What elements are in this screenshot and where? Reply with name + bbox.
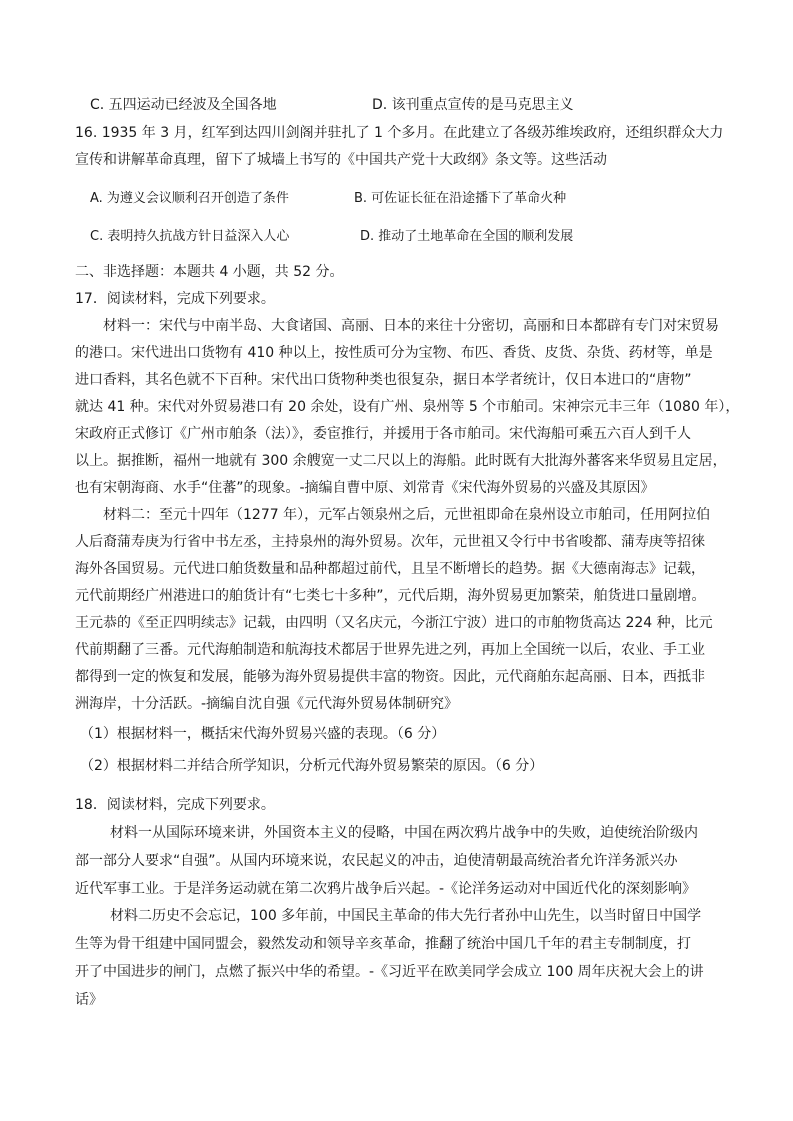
q17-heading: 17．阅读材料，完成下列要求。: [75, 291, 275, 307]
q17-m2-line: 元代前期经广州港进口的舶货计有“七类七十多种”，元代后期，海外贸易更加繁荣，舶货进口量剧增。: [75, 588, 706, 604]
q17-m2-line: 海外各国贸易。元代进口舶货数量和品种都超过前代，且呈不断增长的趋势。据《大德南海志》记载，: [75, 561, 705, 577]
q16-option-a: A. 为遵义会议顺利召开创造了条件: [90, 191, 289, 206]
q15-option-d: D. 该刊重点宣传的是马克思主义: [372, 97, 574, 113]
q17-m1-line: 材料一：宋代与中南半岛、大食诸国、高丽、日本的来往十分密切，高丽和日本都辟有专门对宋贸易: [103, 318, 719, 334]
q17-m2-line: 材料二：至元十四年（1277 年），元军占领泉州之后，元世祖即命在泉州设立市舶司，任用阿拉伯: [103, 507, 711, 523]
q17-m1-line: 以上。据推断，福州一地就有 300 余艘宽一丈二尺以上的海船。此时既有大批海外蕃客来华贸易且定居，: [75, 453, 727, 469]
section-2-heading: 二、非选择题：本题共 4 小题，共 52 分。: [75, 264, 344, 280]
q15-option-c: C. 五四运动已经波及全国各地: [90, 97, 277, 113]
q17-m1-line: 进口香料，其名色就不下百种。宋代出口货物种类也很复杂，据日本学者统计，仅日本进口的“唐物”: [75, 372, 692, 388]
q17-m1-line: 也有宋朝海商、水手“住蕃”的现象。-摘编自曹中原、刘常青《宋代海外贸易的兴盛及其原因》: [75, 480, 655, 496]
q17-sub-question-1: （1）根据材料一，概括宋代海外贸易兴盛的表现。（6 分）: [80, 726, 446, 742]
q17-m2-line: 都得到一定的恢复和发展，能够为海外贸易提供丰富的物资。因此，元代商舶东起高丽、日本，西抵非: [75, 669, 705, 685]
q18-m2-line: 开了中国进步的闸门，点燃了振兴中华的希望。-《习近平在欧美同学会成立 100 周年庆祝大会上的讲: [75, 964, 704, 980]
q17-m1-line: 宋政府正式修订《广州市舶条（法）》，委宦推行，并援用于各市舶司。宋代海船可乘五六百人到千人: [75, 426, 691, 442]
q18-m2-line: 生等为骨干组建中国同盟会，毅然发动和领导辛亥革命，推翻了统治中国几千年的君主专制制度，打: [75, 936, 691, 952]
q18-m2-line: 材料二历史不会忘记，100 多年前，中国民主革命的伟大先行者孙中山先生，以当时留日中国学: [110, 908, 702, 924]
q16-option-b: B. 可佐证长征在沿途播下了革命火种: [354, 191, 567, 206]
q17-m2-line: 代前期翻了三番。元代海舶制造和航海技术都居于世界先进之列，再加上全国统一以后，农业、手工业: [75, 642, 705, 658]
q16-option-c: C. 表明持久抗战方针日益深入人心: [90, 229, 290, 244]
q17-m1-line: 的港口。宋代进出口货物有 410 种以上，按性质可分为宝物、布匹、香货、皮货、杂货、药材等，单是: [75, 345, 713, 361]
q17-m1-line: 就达 41 种。宋代对外贸易港口有 20 余处，设有广州、泉州等 5 个市舶司。宋神宗元丰三年（1080 年），: [75, 399, 740, 415]
q17-m2-line: 洲海岸，十分活跃。-摘编自沈自强《元代海外贸易体制研究》: [75, 696, 459, 712]
q18-heading: 18．阅读材料，完成下列要求。: [75, 797, 275, 813]
q16-option-d: D. 推动了土地革命在全国的顺利发展: [360, 229, 574, 244]
q16-stem-line-2: 宣传和讲解革命真理，留下了城墙上书写的《中国共产党十大政纲》条文等。这些活动: [75, 152, 607, 168]
q18-m1-line: 部一部分人要求“自强”。从国内环境来说，农民起义的冲击，迫使清朝最高统治者允许洋务派兴办: [75, 853, 678, 869]
q17-m2-line: 人后裔蒲寿庚为行省中书左丞，主持泉州的海外贸易。次年，元世祖又令行中书省唆都、蒲寿庚等招徕: [75, 534, 705, 550]
q18-m2-line: 话》: [75, 992, 103, 1008]
q18-m1-line: 材料一从国际环境来讲，外国资本主义的侵略，中国在两次鸦片战争中的失败，迫使统治阶级内: [110, 825, 698, 841]
q17-sub-question-2: （2）根据材料二并结合所学知识，分析元代海外贸易繁荣的原因。（6 分）: [80, 758, 544, 774]
q18-m1-line: 近代军事工业。于是洋务运动就在第二次鸦片战争后兴起。-《论洋务运动对中国近代化的深刻影响》: [75, 881, 697, 897]
q16-stem-line-1: 16. 1935 年 3 月，红军到达四川剑阁并驻扎了 1 个多月。在此建立了各级苏维埃政府，还组织群众大力: [75, 125, 724, 141]
q17-m2-line: 王元恭的《至正四明续志》记载，由四明（又名庆元，今浙江宁波）进口的市舶物货高达 224 种，比元: [75, 615, 713, 631]
